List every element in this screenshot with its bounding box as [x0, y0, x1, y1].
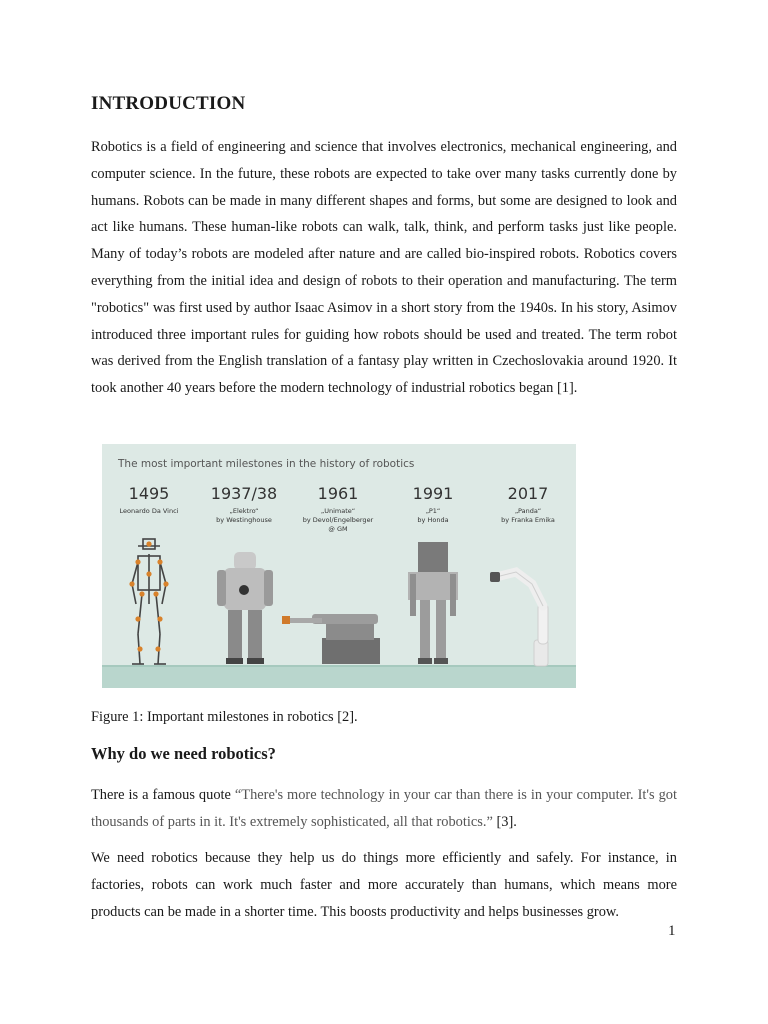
milestone-maker: by Honda [417, 516, 449, 524]
milestone-label: „Unimate“ [320, 507, 356, 515]
milestone-maker: by Franka Emika [501, 516, 555, 524]
figure-title: The most important milestones in the history of robotics [118, 458, 415, 470]
milestone-year: 1961 [317, 484, 359, 503]
floor-band [102, 666, 576, 688]
panda-robot-illustration [490, 572, 548, 666]
page-number: 1 [668, 923, 676, 939]
quote-lead: There is a famous quote [91, 787, 235, 803]
milestones-illustration [102, 444, 576, 688]
da-vinci-robot-illustration [129, 539, 168, 664]
milestone-label: „P1“ [425, 507, 441, 515]
milestones-figure [102, 444, 576, 688]
milestone-label: „Panda“ [514, 507, 542, 515]
milestone-year: 2017 [507, 484, 549, 503]
unimate-robot-illustration [282, 614, 380, 664]
intro-paragraph: Robotics is a field of engineering and science that involves electronics, mechanical engineering, and computer science. In the future, these robots are expected to take over many tasks currently done by humans. Robots can be made in many different shapes and forms, but some are designed to look and act like humans. These human-like robots can walk, talk, think, and perform tasks just like people. Many of today’s robots are modeled after nature and are called bio-inspired robots. Robotics covers everything from the initial idea and design of robots to their operation and manufacturing. The term "robotics" was first used by author Isaac Asimov in a short story from the 1940s. In his story, Asimov introduced three important rules for guiding how robots should be used and treated. The term robot was derived from the English translation of a fantasy play written in Czechoslovakia around 1920. It took another 40 years before the modern technology of industrial robotics began [1]. [91, 139, 677, 397]
quote-citation: [3]. [492, 813, 517, 830]
figure-caption: Figure 1: Important milestones in robotics [2]. [91, 709, 358, 725]
quote-text: “There's more technology in your car than there is in your computer. It's got thousands of parts in it. It's extremely sophisticated, all that robotics.” [91, 787, 677, 830]
quote-paragraph [91, 782, 677, 836]
milestone-maker: by Devol/Engelberger [302, 516, 374, 524]
milestone-maker: by Westinghouse [216, 516, 272, 524]
milestone-year: 1991 [412, 484, 454, 503]
milestone-place: @ GM [328, 525, 348, 533]
need-paragraph: We need robotics because they help us do things more efficiently and safely. For instance, in factories, robots can work much faster and more accurately than humans, which means more products can be made in a shorter time. This boosts productivity and helps businesses grow. [91, 850, 677, 920]
milestone-year: 1495 [128, 484, 170, 503]
elektro-robot-illustration [217, 552, 273, 664]
subsection-heading: Why do we need robotics? [91, 744, 276, 763]
p1-robot-illustration [408, 542, 458, 664]
section-heading: INTRODUCTION [91, 93, 246, 114]
milestone-label: Leonardo Da Vinci [119, 507, 179, 515]
milestone-label: „Elektro“ [229, 507, 259, 515]
floor-line [102, 665, 576, 667]
milestone-year: 1937/38 [210, 484, 278, 503]
